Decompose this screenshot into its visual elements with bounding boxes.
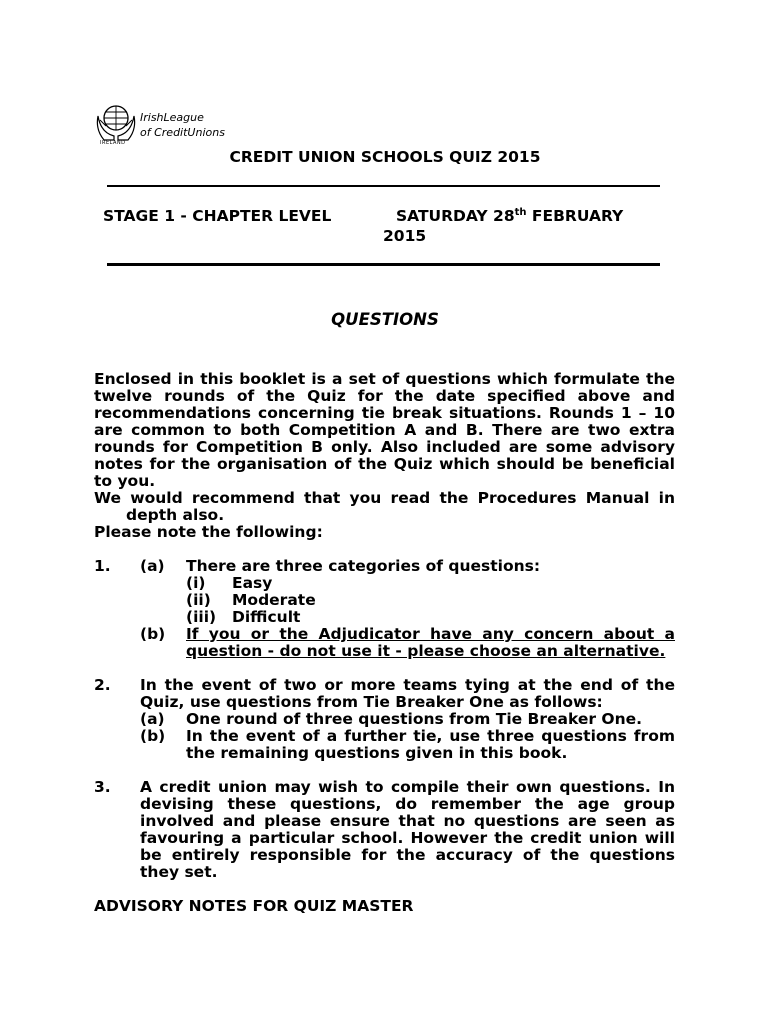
intro-line: rounds for Competition B only. Also included are some advisory bbox=[94, 438, 675, 456]
intro-line: notes for the organisation of the Quiz which should be beneficial bbox=[94, 455, 675, 473]
category-name: Difficult bbox=[232, 608, 301, 626]
item-3-line: be entirely responsible for the accuracy of the questions bbox=[140, 846, 675, 864]
intro-paragraph bbox=[94, 371, 675, 541]
item-3-line: favouring a particular school. However the credit union will bbox=[140, 829, 675, 847]
item-3-line: devising these questions, do remember the age group bbox=[140, 795, 675, 813]
event-year: 2015 bbox=[383, 227, 427, 245]
item-3-line: they set. bbox=[140, 863, 218, 881]
logo-ireland-text: IRELAND bbox=[100, 140, 126, 146]
item-2b-line: the remaining questions given in this book. bbox=[186, 744, 568, 762]
item-1b-line: question - do not use it - please choose an alternative. bbox=[186, 642, 666, 660]
item-number: 1. bbox=[94, 557, 111, 575]
category-num: (iii) bbox=[186, 608, 217, 626]
section-heading: QUESTIONS bbox=[331, 310, 439, 329]
item-3-line: A credit union may wish to compile their own questions. In bbox=[140, 778, 675, 796]
recommend-line: We would recommend that you read the Procedures Manual in bbox=[94, 489, 675, 507]
item-3-line: involved and please ensure that no questions are seen as bbox=[140, 812, 675, 830]
item-1b-line: If you or the Adjudicator have any concern about a bbox=[186, 625, 675, 643]
item-1a-text: There are three categories of questions: bbox=[186, 557, 541, 575]
intro-line: Enclosed in this booklet is a set of questions which formulate the bbox=[94, 370, 675, 388]
intro-line: to you. bbox=[94, 472, 156, 490]
intro-line: twelve rounds of the Quiz for the date specified above and bbox=[94, 387, 675, 405]
logo-line-1: IrishLeague bbox=[140, 111, 204, 124]
category-num: (ii) bbox=[186, 591, 211, 609]
item-sub-label: (a) bbox=[140, 557, 165, 575]
logo-wordmark bbox=[140, 110, 225, 140]
date-month: FEBRUARY bbox=[526, 207, 624, 225]
date-ordinal: th bbox=[514, 207, 527, 218]
item-number: 3. bbox=[94, 778, 111, 796]
item-2b-line: In the event of a further tie, use three questions from bbox=[186, 727, 675, 745]
recommend-line: depth also. bbox=[126, 506, 225, 524]
ilcu-logo bbox=[96, 100, 236, 152]
category-num: (i) bbox=[186, 574, 206, 592]
item-sub-label: (b) bbox=[140, 727, 166, 745]
item-3-paragraph bbox=[140, 779, 675, 881]
logo-line-2: of CreditUnions bbox=[140, 126, 225, 139]
item-number: 2. bbox=[94, 676, 111, 694]
date-day: SATURDAY 28 bbox=[396, 207, 515, 225]
item-2-line: Quiz, use questions from Tie Breaker One as follows: bbox=[140, 693, 603, 711]
event-date bbox=[396, 208, 623, 225]
please-note-line: Please note the following: bbox=[94, 523, 323, 541]
stage-rule bbox=[107, 263, 660, 266]
item-2-line: In the event of two or more teams tying at the end of the bbox=[140, 676, 675, 694]
intro-line: are common to both Competition A and B. There are two extra bbox=[94, 421, 675, 439]
stage-label: STAGE 1 - CHAPTER LEVEL bbox=[103, 207, 332, 225]
item-2a-text: One round of three questions from Tie Breaker One. bbox=[186, 710, 643, 728]
quiz-title: CREDIT UNION SCHOOLS QUIZ 2015 bbox=[229, 148, 541, 166]
title-rule bbox=[107, 185, 660, 187]
item-sub-label: (a) bbox=[140, 710, 165, 728]
intro-line: recommendations concerning tie break situations. Rounds 1 – 10 bbox=[94, 404, 675, 422]
category-name: Moderate bbox=[232, 591, 316, 609]
category-name: Easy bbox=[232, 574, 273, 592]
item-sub-label: (b) bbox=[140, 625, 166, 643]
advisory-heading: ADVISORY NOTES FOR QUIZ MASTER bbox=[94, 897, 414, 915]
